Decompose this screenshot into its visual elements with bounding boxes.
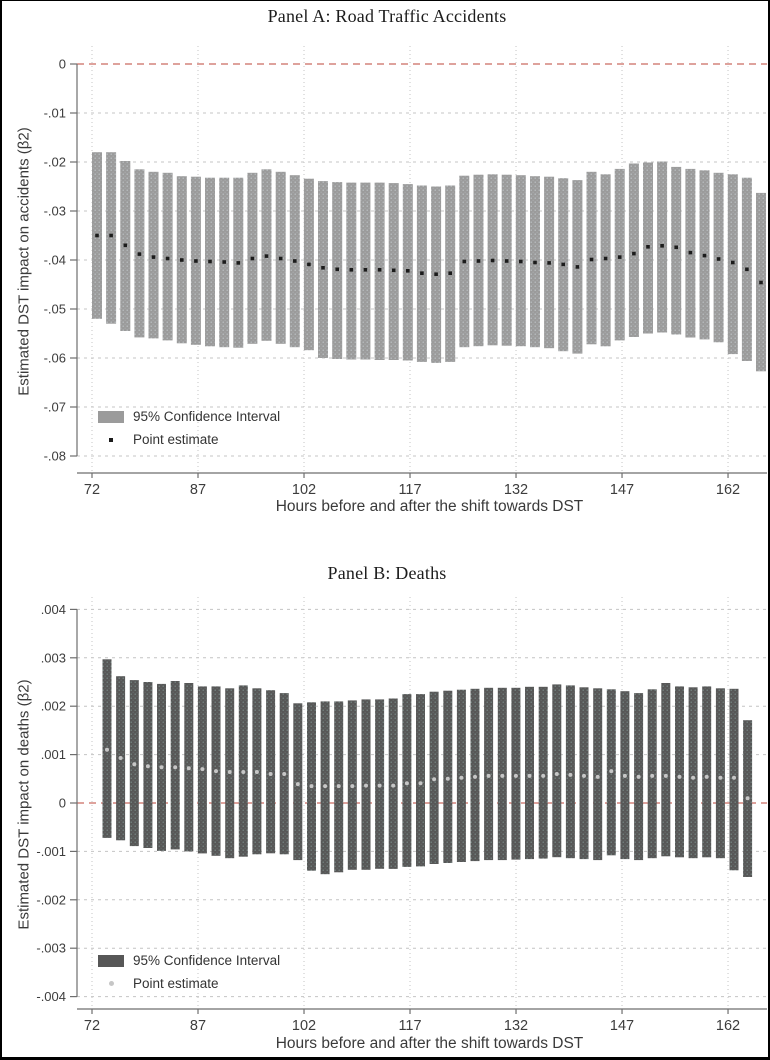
x-tick-label: 72 [83, 482, 101, 498]
point-estimate [124, 244, 128, 248]
legend-row-ci [98, 949, 280, 972]
point-estimate [378, 784, 382, 788]
point-estimate [160, 765, 164, 769]
point-marker-icon [98, 438, 124, 442]
panel-a-title: Panel A: Road Traffic Accidents [267, 6, 507, 26]
point-estimate [293, 259, 297, 263]
point-estimate [391, 784, 395, 788]
ci-legend-label: 95% Confidence Interval [133, 953, 281, 968]
point-estimate [664, 774, 668, 778]
point-estimate [323, 784, 327, 788]
ci-bar [539, 687, 548, 859]
point-estimate [296, 782, 300, 786]
point-estimate [119, 756, 123, 760]
x-tick-label: 132 [503, 482, 529, 498]
point-estimate [105, 748, 109, 752]
x-tick-label: 87 [189, 1018, 207, 1034]
ci-bar [702, 686, 711, 857]
y-tick-label: -.08 [43, 448, 66, 464]
y-tick-label: -.05 [43, 301, 66, 317]
ci-bar [525, 687, 534, 859]
panel-b-x-axis-title: Hours before and after the shift towards DST [275, 1035, 584, 1052]
point-estimate [650, 774, 654, 778]
ci-bar [293, 703, 302, 860]
point-estimate [568, 773, 572, 777]
x-tick-label: 72 [83, 1018, 101, 1034]
point-estimate [491, 259, 495, 263]
point-estimate [618, 255, 622, 259]
point-estimate [434, 272, 438, 276]
point-estimate [405, 781, 409, 785]
y-tick-label: -.001 [36, 843, 66, 859]
point-estimate [632, 252, 636, 256]
y-tick-label: -.04 [43, 252, 66, 268]
ci-bar [671, 167, 681, 335]
ci-legend-label: 95% Confidence Interval [133, 409, 281, 424]
point-estimate [237, 261, 241, 265]
point-estimate [448, 271, 452, 275]
chart-svg [2, 1, 770, 531]
point-estimate [459, 776, 463, 780]
point-estimate [637, 775, 641, 779]
ci-swatch-icon [98, 411, 124, 423]
point-estimate [282, 772, 286, 776]
y-tick-label: .003 [40, 650, 66, 666]
point-estimate [604, 257, 608, 261]
point-estimate [590, 258, 594, 262]
point-estimate [420, 271, 424, 275]
point-estimate [180, 258, 184, 262]
x-tick-label: 162 [715, 482, 741, 498]
y-tick-label: -.002 [36, 892, 66, 908]
panel-a-x-axis-title: Hours before and after the shift towards DST [275, 498, 584, 515]
y-tick-label: -.03 [43, 203, 66, 219]
point-estimate [166, 257, 170, 261]
point-estimate [505, 259, 509, 263]
panel-a-y-axis-title: Estimated DST impact on accidents (β2) [15, 127, 33, 396]
point-estimate [731, 261, 735, 265]
ci-bar [661, 683, 670, 856]
ci-bar [615, 169, 625, 341]
point-estimate [222, 260, 226, 264]
point-estimate [173, 765, 177, 769]
legend-row-point [98, 972, 280, 995]
ci-bar [629, 164, 639, 338]
point-estimate [265, 254, 269, 258]
point-estimate [705, 775, 709, 779]
x-tick-label: 147 [609, 482, 635, 498]
point-estimate [623, 774, 627, 778]
point-legend-label: Point estimate [133, 432, 219, 447]
point-estimate [214, 769, 218, 773]
point-estimate [703, 254, 707, 258]
point-estimate [477, 259, 481, 263]
point-estimate [541, 774, 545, 778]
y-tick-label: -.003 [36, 940, 66, 956]
point-estimate [596, 775, 600, 779]
point-estimate [759, 281, 763, 285]
point-estimate [691, 776, 695, 780]
x-tick-label: 102 [291, 1018, 317, 1034]
point-estimate [561, 263, 565, 267]
point-estimate [689, 251, 693, 255]
y-tick-label: 0 [58, 795, 66, 811]
point-estimate [364, 784, 368, 788]
ci-bar [266, 690, 275, 853]
point-estimate [200, 767, 204, 771]
point-estimate [350, 268, 354, 272]
x-tick-label: 147 [609, 1018, 635, 1034]
panel-b-title: Panel B: Deaths [327, 563, 447, 583]
panel-b-y-axis-title: Estimated DST impact on deaths (β2) [15, 679, 33, 930]
ci-bar [580, 687, 589, 859]
point-estimate [152, 255, 156, 259]
point-estimate [406, 269, 410, 273]
point-legend-label: Point estimate [133, 976, 219, 991]
x-tick-label: 162 [715, 1018, 741, 1034]
point-estimate [717, 257, 721, 261]
point-estimate [310, 784, 314, 788]
x-tick-label: 132 [503, 1018, 529, 1034]
point-estimate [307, 263, 311, 267]
point-estimate [255, 770, 259, 774]
point-estimate [208, 260, 212, 264]
point-estimate [419, 781, 423, 785]
legend-row-point [98, 428, 280, 451]
point-estimate [678, 775, 682, 779]
y-tick-label: -.004 [36, 989, 66, 1005]
x-tick-label: 102 [291, 482, 317, 498]
ci-bar [675, 686, 684, 857]
point-estimate [269, 772, 273, 776]
point-estimate [576, 265, 580, 269]
point-estimate [335, 268, 339, 272]
point-estimate [138, 252, 142, 256]
x-tick-label: 87 [189, 482, 207, 498]
ci-bar [716, 688, 725, 858]
point-estimate [609, 769, 613, 773]
point-estimate [519, 260, 523, 264]
point-estimate [146, 764, 150, 768]
panel-a-legend [98, 405, 280, 451]
point-estimate [109, 234, 113, 238]
point-estimate [555, 772, 559, 776]
point-estimate [241, 770, 245, 774]
point-estimate [718, 776, 722, 780]
y-tick-label: .004 [40, 601, 66, 617]
point-estimate [187, 766, 191, 770]
y-tick-label: .001 [40, 747, 66, 763]
point-estimate [547, 261, 551, 265]
ci-swatch-icon [98, 955, 124, 967]
point-estimate [746, 796, 750, 800]
x-tick-label: 117 [398, 1018, 422, 1034]
point-estimate [674, 246, 678, 250]
panel-a [2, 1, 770, 531]
point-estimate [500, 774, 504, 778]
y-tick-label: -.02 [43, 154, 66, 170]
y-tick-label: .002 [40, 698, 66, 714]
y-tick-label: -.07 [43, 399, 66, 415]
ci-bar [689, 687, 698, 858]
point-estimate [745, 268, 749, 272]
point-estimate [378, 268, 382, 272]
ci-bar [163, 173, 173, 341]
point-estimate [432, 777, 436, 781]
ci-bar [511, 688, 520, 860]
point-estimate [95, 234, 99, 238]
point-estimate [446, 777, 450, 781]
point-estimate [514, 774, 518, 778]
point-estimate [251, 257, 255, 261]
point-estimate [660, 244, 664, 248]
point-estimate [463, 260, 467, 264]
ci-bar [416, 694, 425, 866]
panel-b-legend [98, 949, 280, 995]
panel-b [2, 541, 770, 1060]
point-estimate [350, 784, 354, 788]
ci-bar [566, 685, 575, 858]
ci-bar [149, 172, 159, 339]
point-estimate [487, 774, 491, 778]
point-estimate [732, 776, 736, 780]
ci-bar [648, 689, 657, 858]
y-tick-label: 0 [58, 56, 66, 72]
point-marker-icon [98, 981, 124, 986]
point-estimate [533, 261, 537, 265]
ci-bar [593, 688, 602, 860]
point-estimate [337, 784, 341, 788]
point-estimate [582, 774, 586, 778]
point-estimate [279, 257, 283, 261]
point-estimate [646, 245, 650, 249]
point-estimate [528, 774, 532, 778]
point-estimate [194, 259, 198, 263]
point-estimate [321, 266, 325, 270]
ci-bar [402, 694, 411, 867]
point-estimate [473, 775, 477, 779]
point-estimate [132, 762, 136, 766]
y-tick-label: -.06 [43, 350, 66, 366]
x-tick-label: 117 [398, 482, 422, 498]
point-estimate [364, 268, 368, 272]
point-estimate [228, 770, 232, 774]
point-estimate [392, 269, 396, 273]
legend-row-ci [98, 405, 280, 428]
ci-bar [106, 152, 116, 324]
ci-bar [552, 684, 561, 857]
panel-a-plot-area [2, 1, 770, 536]
y-tick-label: -.01 [43, 105, 66, 121]
